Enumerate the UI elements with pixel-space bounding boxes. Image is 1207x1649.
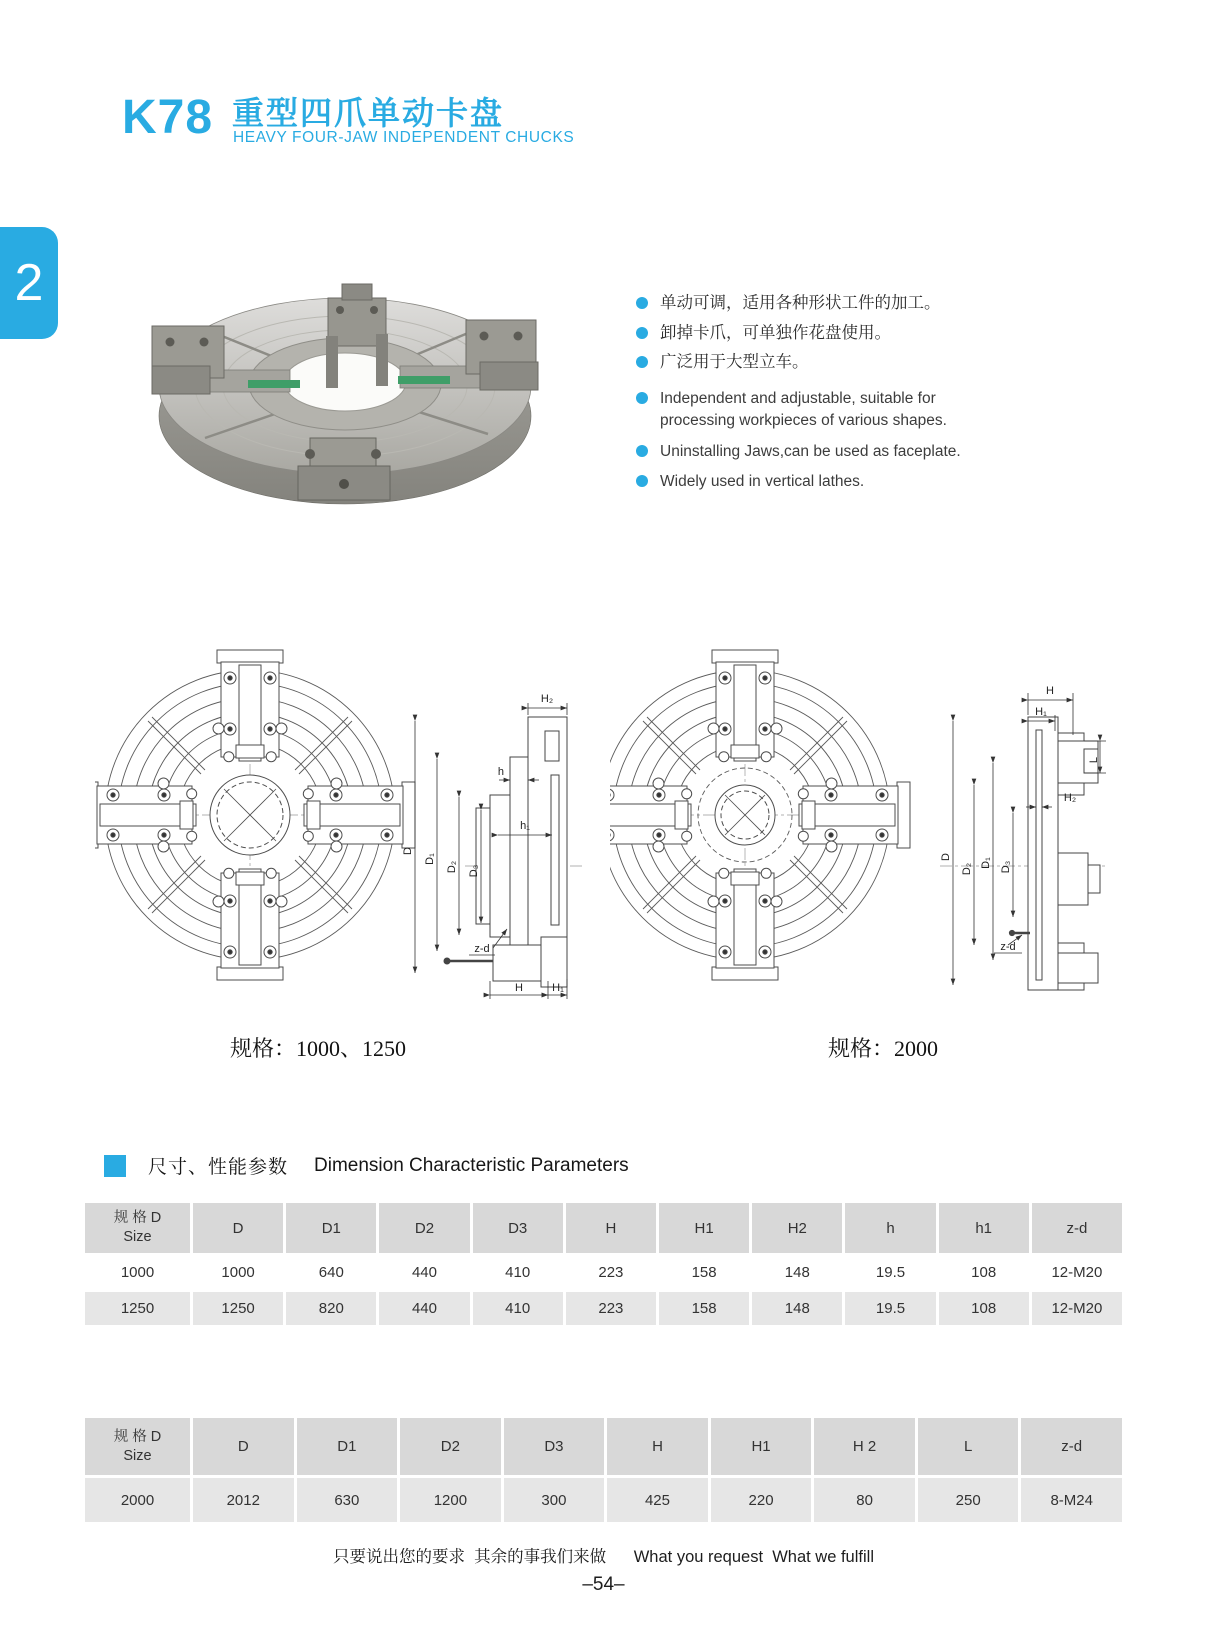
feature-text: 卸掉卡爪，可单独作花盘使用。 [660,323,891,342]
column-header: H 2 [811,1418,915,1475]
table-cell: 148 [749,1292,842,1325]
table-cell: 1200 [397,1478,501,1522]
side-view [444,717,583,987]
table-cell: 640 [283,1256,376,1289]
column-header: H2 [749,1203,842,1253]
drawing-caption-right: 规格：2000 [828,1036,939,1061]
table-cell: 440 [376,1292,469,1325]
technical-drawing-1000-1250 [95,645,615,1010]
column-header-en: Size [123,1447,152,1464]
feature-text: Widely used in vertical lathes. [660,473,865,491]
table-cell: 1000 [190,1256,283,1289]
column-header: h1 [936,1203,1029,1253]
table-row [85,1256,1122,1289]
section-marker-icon [104,1155,126,1177]
dim-h2-label: H₂ [1063,792,1077,804]
table-cell: 410 [470,1292,563,1325]
dim-d1-label: D₁ [980,857,992,869]
bullet-icon [636,297,648,309]
front-view-jaws [610,650,910,980]
table-cell: 1000 [120,1264,155,1281]
table-cell: 1250 [190,1292,283,1325]
table-cell: 425 [604,1478,708,1522]
table-cell: 820 [283,1292,376,1325]
page-subtitle: HEAVY FOUR-JAW INDEPENDENT CHUCKS [233,129,575,146]
column-header: h [842,1203,935,1253]
model-code: K78 [122,91,214,144]
dim-H1-label: H₁ [552,982,564,994]
dim-d-label: D [402,847,414,855]
list-item [636,441,988,463]
dimension-table-1000-1250 [85,1203,1122,1325]
column-header [85,1203,190,1253]
column-header-cn: 规 格 D [113,1428,162,1445]
table-header-row [85,1418,1122,1475]
dim-H-label: H [1046,685,1054,697]
table-cell: 2012 [190,1478,294,1522]
dim-h2-label: H₂ [540,693,554,705]
page-title: 重型四爪单动卡盘 [232,95,505,131]
bullet-icon [636,392,648,404]
table-cell: 223 [563,1292,656,1325]
table-cell: 250 [915,1478,1019,1522]
bullet-icon [636,327,648,339]
column-header: D1 [283,1203,376,1253]
product-photo [150,270,540,518]
feature-text: Independent and adjustable, suitable for processing workpieces of various shapes. [660,390,947,430]
footer-slogan-en: What you request What we fulfill [633,1548,874,1566]
dim-d3-label: D₃ [468,864,480,878]
column-header: H [563,1203,656,1253]
footer-slogan-gap [611,1548,629,1566]
table-cell: 158 [656,1256,749,1289]
table-cell: 148 [749,1256,842,1289]
table-cell: 158 [656,1292,749,1325]
table-row [85,1292,1122,1325]
side-view [940,717,1105,990]
column-header: D3 [470,1203,563,1253]
column-header: z-d [1018,1418,1122,1475]
column-header: H1 [656,1203,749,1253]
dim-d3-label: D₃ [1000,860,1012,874]
column-header: L [915,1418,1019,1475]
bullet-icon [636,445,648,457]
column-header: D2 [397,1418,501,1475]
page-number: –54– [582,1574,625,1595]
column-header: H [604,1418,708,1475]
table-header-row [85,1203,1122,1253]
dimension-table-2000 [85,1418,1122,1522]
list-item [636,323,1056,344]
footer-slogan-cn: 只要说出您的要求 其余的事我们来做 [333,1548,607,1566]
table-cell: 19.5 [842,1292,935,1325]
column-header: D2 [376,1203,469,1253]
dim-zd-label: z-d [1000,941,1016,953]
drawing-caption-left: 规格：1000、1250 [230,1036,407,1061]
table-cell: 410 [470,1256,563,1289]
table-cell: 12-M20 [1029,1256,1122,1289]
table-cell: 19.5 [842,1256,935,1289]
table-cell: 440 [376,1256,469,1289]
bullet-icon [636,356,648,368]
table-cell: 8-M24 [1018,1478,1122,1522]
table-cell: 223 [563,1256,656,1289]
front-view-jaws [95,650,415,980]
table-cell: 1250 [120,1300,155,1317]
dim-d2-label: D₂ [961,862,973,876]
column-header-en: Size [123,1229,152,1245]
chuck-jaw-bottom [298,438,390,500]
table-row [85,1478,1122,1522]
technical-drawing-2000 [610,645,1110,1010]
footer-slogan [0,1543,1207,1567]
table-cell: 108 [936,1292,1029,1325]
dim-H-label: H [515,982,523,994]
dim-L-label: L [1088,756,1100,764]
column-header [85,1418,190,1475]
table-cell: 300 [501,1478,605,1522]
column-header: z-d [1029,1203,1122,1253]
table-cell: 108 [936,1256,1029,1289]
dimension-labels [940,685,1100,953]
dim-d2-label: D₂ [446,860,458,874]
bullet-icon [636,475,648,487]
column-header-cn: 规 格 D [113,1210,162,1227]
list-item [636,293,1056,314]
feature-list-cn [636,293,1056,373]
dim-d1-label: D₁ [424,853,436,865]
table-cell: 220 [708,1478,812,1522]
feature-text: 单动可调，适用各种形状工件的加工。 [660,294,941,312]
list-item [636,388,988,433]
dim-H1-label: H₁ [1035,706,1047,718]
column-header: H1 [708,1418,812,1475]
table-cell: 630 [294,1478,398,1522]
column-header: D [190,1418,294,1475]
table-cell: 12-M20 [1029,1292,1122,1325]
dim-d-label: D [940,853,952,861]
chapter-number: 2 [14,254,44,312]
dim-zd-label: z-d [474,943,490,955]
column-header: D3 [501,1418,605,1475]
section-heading [104,1152,629,1179]
feature-text: 广泛用于大型立车。 [660,353,809,372]
feature-list-en [636,388,988,494]
list-item [636,352,1056,373]
dim-h1-label: h₁ [520,820,530,832]
column-header: D [190,1203,283,1253]
list-item [636,471,988,493]
column-header: D1 [294,1418,398,1475]
dim-h-label: h [497,766,504,778]
chapter-tab [0,227,58,339]
section-title-cn: 尺寸、性能参数 [148,1157,289,1178]
table-cell: 80 [811,1478,915,1522]
table-cell: 2000 [120,1491,155,1509]
feature-text: Uninstalling Jaws,can be used as faceplate. [660,442,961,460]
section-title-en: Dimension Characteristic Parameters [314,1154,629,1176]
